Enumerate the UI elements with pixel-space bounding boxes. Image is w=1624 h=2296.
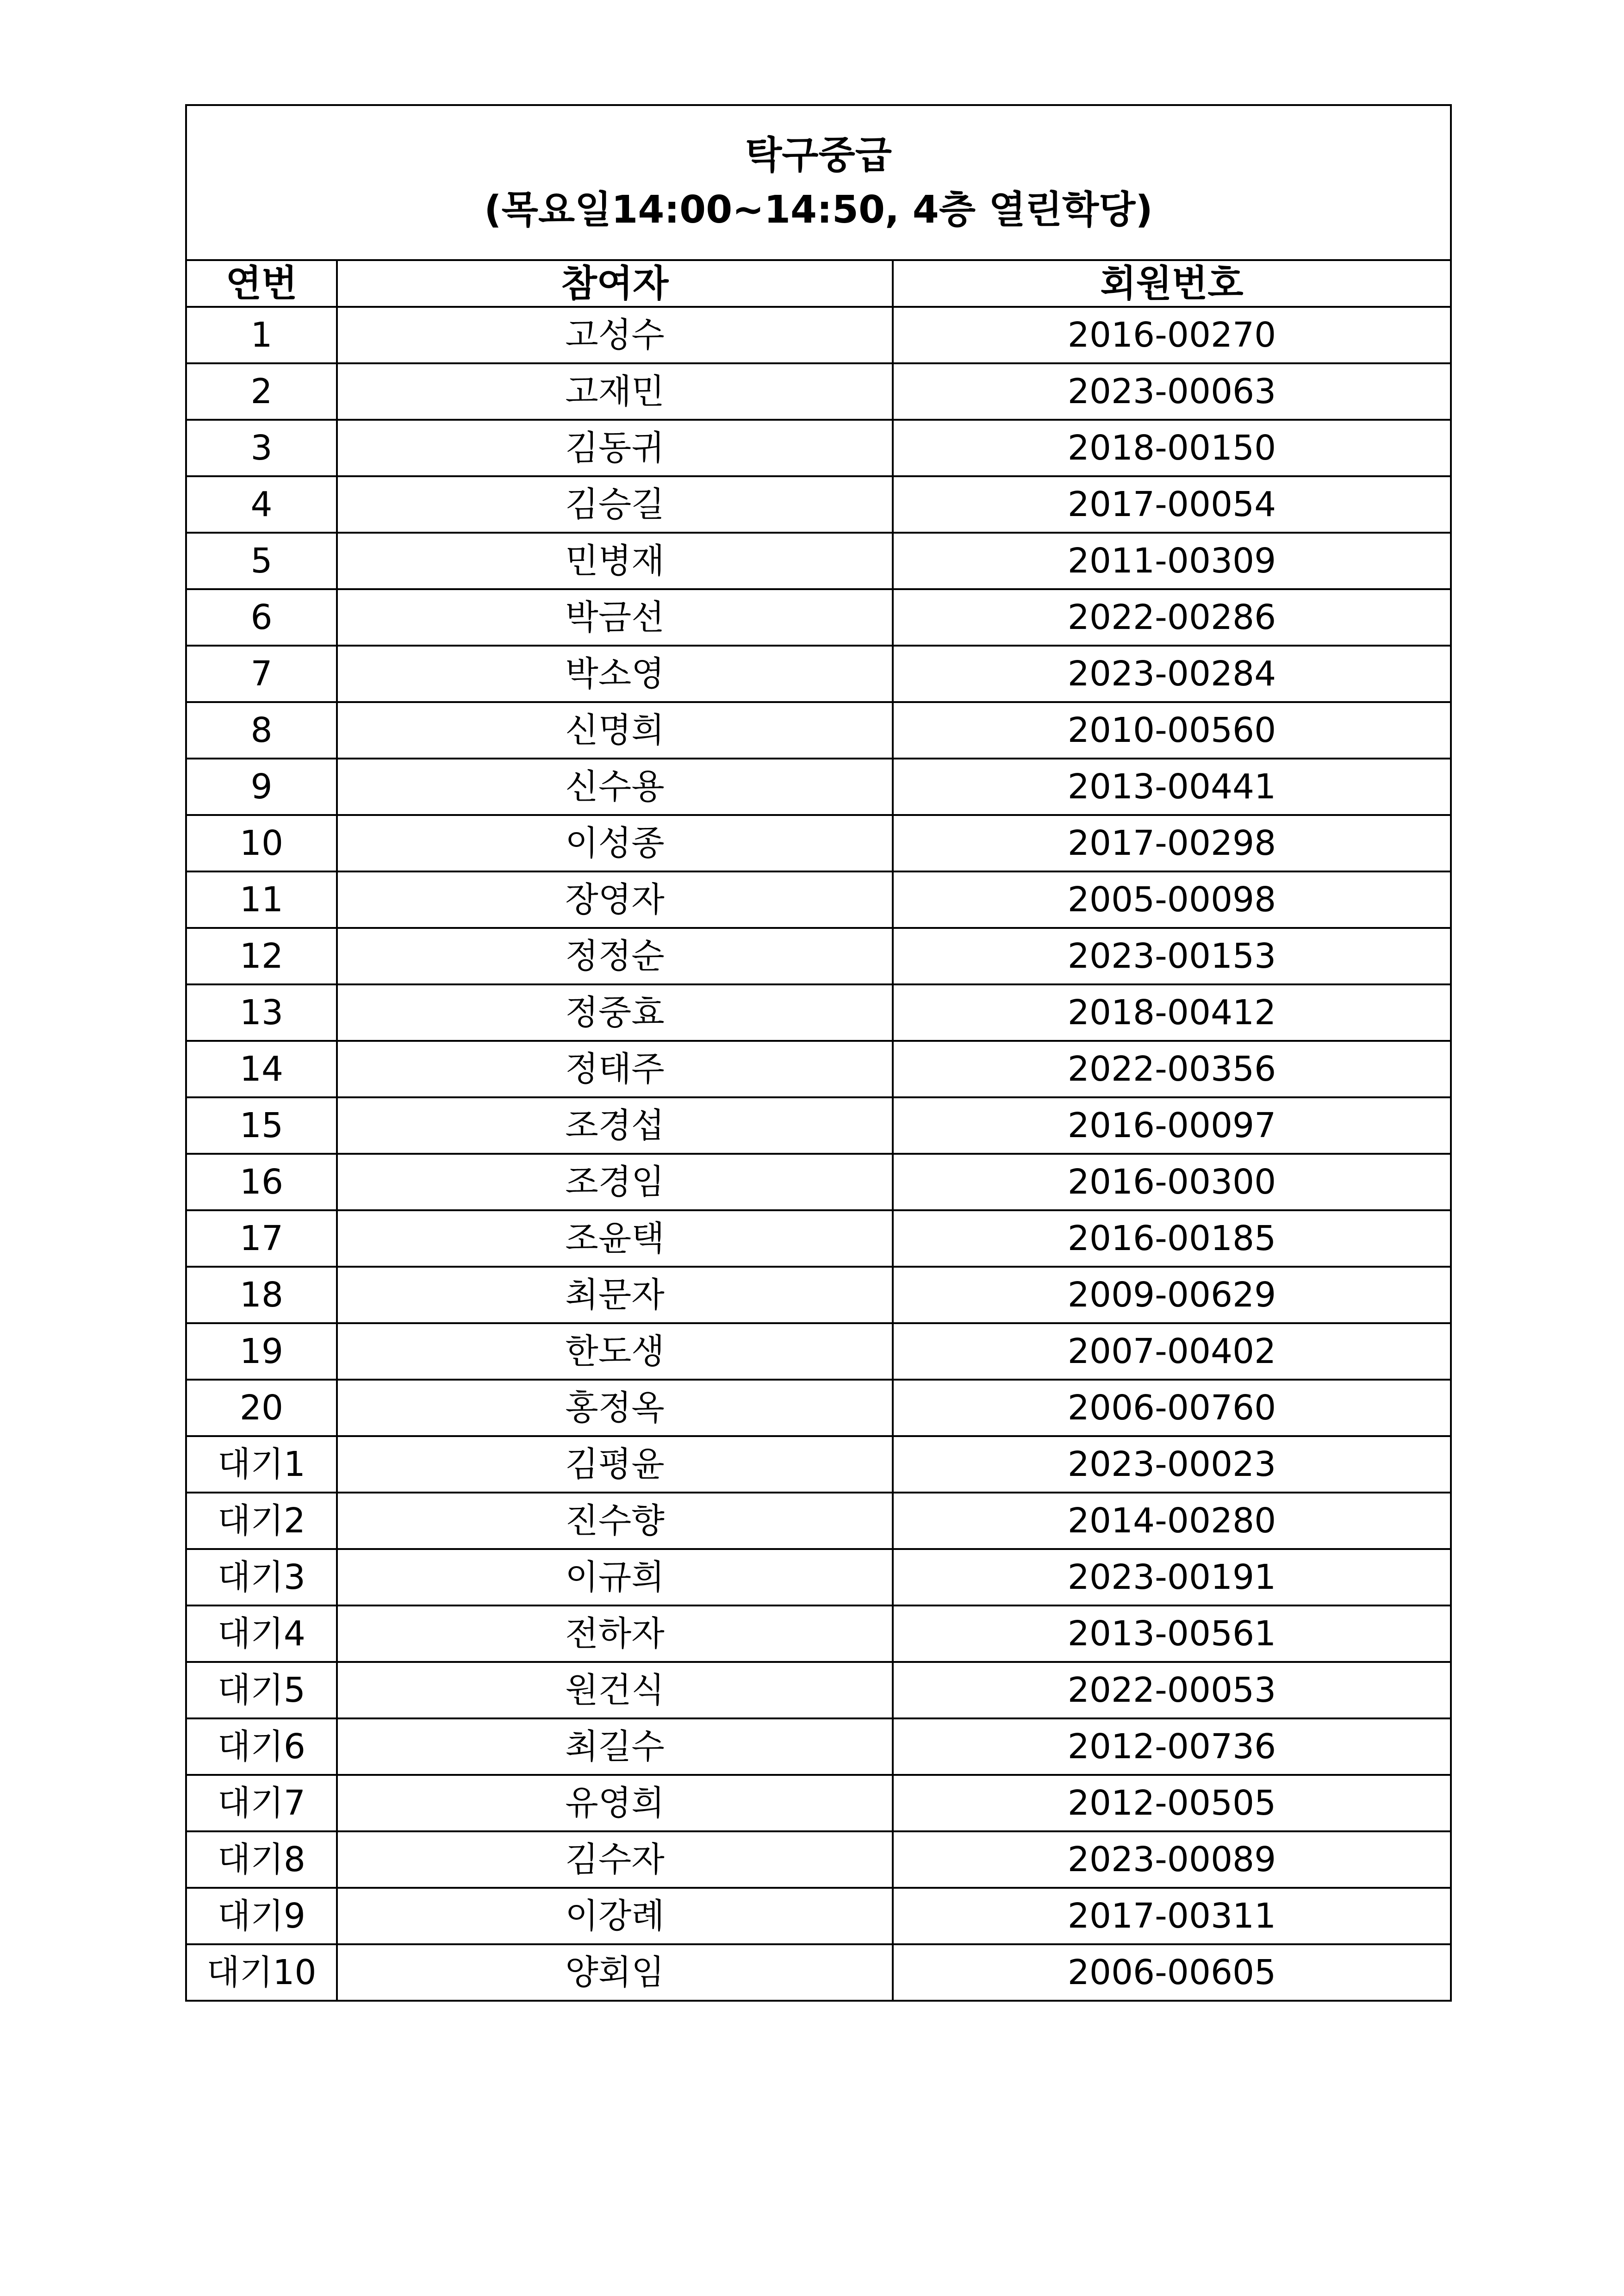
table-row [186, 871, 1451, 928]
member-id-cell: 2005-00098 [893, 871, 1451, 928]
participant-name-cell: 정태주 [337, 1041, 893, 1097]
member-id-cell: 2017-00311 [893, 1888, 1451, 1944]
table-row [186, 1831, 1451, 1888]
row-number-cell: 8 [186, 702, 337, 759]
participant-name-cell: 조윤택 [337, 1210, 893, 1267]
participant-name-cell: 장영자 [337, 871, 893, 928]
row-number-cell: 13 [186, 984, 337, 1041]
participant-name-cell: 정정순 [337, 928, 893, 984]
row-number-cell: 3 [186, 420, 337, 476]
row-number-cell: 1 [186, 307, 337, 363]
table-row [186, 420, 1451, 476]
member-id-cell: 2013-00441 [893, 759, 1451, 815]
table-row [186, 1888, 1451, 1944]
table-row [186, 1775, 1451, 1831]
row-number-cell: 4 [186, 476, 337, 533]
participant-name-cell: 김승길 [337, 476, 893, 533]
member-id-cell: 2016-00185 [893, 1210, 1451, 1267]
participant-name-cell: 원건식 [337, 1662, 893, 1718]
row-number-cell: 5 [186, 533, 337, 589]
participant-name-cell: 한도생 [337, 1323, 893, 1380]
row-number-cell: 9 [186, 759, 337, 815]
participant-name-cell: 최문자 [337, 1267, 893, 1323]
row-number-cell: 대기10 [186, 1944, 337, 2001]
table-row [186, 589, 1451, 646]
row-number-cell: 19 [186, 1323, 337, 1380]
header-row [186, 260, 1451, 307]
participant-name-cell: 이성종 [337, 815, 893, 871]
table-row [186, 815, 1451, 871]
table-row [186, 1097, 1451, 1154]
participant-name-cell: 신수용 [337, 759, 893, 815]
table-row [186, 1662, 1451, 1718]
participant-name-cell: 이규희 [337, 1549, 893, 1605]
member-id-cell: 2022-00356 [893, 1041, 1451, 1097]
row-number-cell: 20 [186, 1380, 337, 1436]
table-row [186, 476, 1451, 533]
row-number-cell: 대기3 [186, 1549, 337, 1605]
table-row [186, 646, 1451, 702]
table-row [186, 1267, 1451, 1323]
row-number-cell: 17 [186, 1210, 337, 1267]
participant-name-cell: 전하자 [337, 1605, 893, 1662]
participant-name-cell: 최길수 [337, 1718, 893, 1775]
member-id-cell: 2023-00063 [893, 363, 1451, 420]
row-number-cell: 대기7 [186, 1775, 337, 1831]
row-number-cell: 18 [186, 1267, 337, 1323]
table-row [186, 363, 1451, 420]
table-row [186, 759, 1451, 815]
row-number-cell: 14 [186, 1041, 337, 1097]
row-number-cell: 11 [186, 871, 337, 928]
roster-body [186, 307, 1451, 2001]
participant-name-cell: 조경섭 [337, 1097, 893, 1154]
table-row [186, 1605, 1451, 1662]
table-row [186, 1041, 1451, 1097]
column-header-member-id: 회원번호 [893, 260, 1451, 307]
table-row [186, 928, 1451, 984]
member-id-cell: 2010-00560 [893, 702, 1451, 759]
row-number-cell: 2 [186, 363, 337, 420]
column-header-no: 연번 [186, 260, 337, 307]
row-number-cell: 6 [186, 589, 337, 646]
table-row [186, 1323, 1451, 1380]
table-row [186, 1493, 1451, 1549]
member-id-cell: 2012-00505 [893, 1775, 1451, 1831]
table-row [186, 984, 1451, 1041]
member-id-cell: 2016-00097 [893, 1097, 1451, 1154]
member-id-cell: 2013-00561 [893, 1605, 1451, 1662]
title-schedule: (목요일14:00~14:50, 4층 열린학당) [484, 187, 1153, 232]
member-id-cell: 2011-00309 [893, 533, 1451, 589]
title-row [186, 105, 1451, 260]
participant-name-cell: 조경임 [337, 1154, 893, 1210]
member-id-cell: 2022-00286 [893, 589, 1451, 646]
row-number-cell: 7 [186, 646, 337, 702]
row-number-cell: 대기6 [186, 1718, 337, 1775]
participant-name-cell: 김동귀 [337, 420, 893, 476]
title-class-name: 탁구중급 [745, 133, 892, 177]
participant-name-cell: 고재민 [337, 363, 893, 420]
row-number-cell: 15 [186, 1097, 337, 1154]
participant-name-cell: 홍정옥 [337, 1380, 893, 1436]
table-row [186, 1210, 1451, 1267]
table-row [186, 702, 1451, 759]
table-row [186, 533, 1451, 589]
participant-name-cell: 김평윤 [337, 1436, 893, 1493]
member-id-cell: 2017-00298 [893, 815, 1451, 871]
table-row [186, 1436, 1451, 1493]
table-title [186, 105, 1451, 260]
participant-name-cell: 정중효 [337, 984, 893, 1041]
column-header-name: 참여자 [337, 260, 893, 307]
row-number-cell: 16 [186, 1154, 337, 1210]
table-row [186, 1944, 1451, 2001]
table-row [186, 1380, 1451, 1436]
member-id-cell: 2006-00605 [893, 1944, 1451, 2001]
row-number-cell: 대기2 [186, 1493, 337, 1549]
row-number-cell: 10 [186, 815, 337, 871]
table-row [186, 1549, 1451, 1605]
participant-name-cell: 진수향 [337, 1493, 893, 1549]
member-id-cell: 2023-00023 [893, 1436, 1451, 1493]
member-id-cell: 2006-00760 [893, 1380, 1451, 1436]
table-row [186, 1154, 1451, 1210]
table-row [186, 307, 1451, 363]
member-id-cell: 2022-00053 [893, 1662, 1451, 1718]
row-number-cell: 대기4 [186, 1605, 337, 1662]
member-id-cell: 2023-00089 [893, 1831, 1451, 1888]
participant-name-cell: 고성수 [337, 307, 893, 363]
row-number-cell: 12 [186, 928, 337, 984]
roster-table [185, 104, 1452, 2002]
participant-name-cell: 이강례 [337, 1888, 893, 1944]
row-number-cell: 대기1 [186, 1436, 337, 1493]
row-number-cell: 대기5 [186, 1662, 337, 1718]
member-id-cell: 2014-00280 [893, 1493, 1451, 1549]
participant-name-cell: 김수자 [337, 1831, 893, 1888]
member-id-cell: 2016-00270 [893, 307, 1451, 363]
participant-name-cell: 민병재 [337, 533, 893, 589]
participant-name-cell: 신명희 [337, 702, 893, 759]
participant-name-cell: 유영희 [337, 1775, 893, 1831]
member-id-cell: 2007-00402 [893, 1323, 1451, 1380]
row-number-cell: 대기9 [186, 1888, 337, 1944]
table-row [186, 1718, 1451, 1775]
member-id-cell: 2012-00736 [893, 1718, 1451, 1775]
member-id-cell: 2018-00412 [893, 984, 1451, 1041]
row-number-cell: 대기8 [186, 1831, 337, 1888]
member-id-cell: 2023-00191 [893, 1549, 1451, 1605]
member-id-cell: 2023-00153 [893, 928, 1451, 984]
participant-name-cell: 박금선 [337, 589, 893, 646]
member-id-cell: 2023-00284 [893, 646, 1451, 702]
member-id-cell: 2018-00150 [893, 420, 1451, 476]
participant-name-cell: 박소영 [337, 646, 893, 702]
member-id-cell: 2009-00629 [893, 1267, 1451, 1323]
participant-name-cell: 양회임 [337, 1944, 893, 2001]
member-id-cell: 2016-00300 [893, 1154, 1451, 1210]
member-id-cell: 2017-00054 [893, 476, 1451, 533]
